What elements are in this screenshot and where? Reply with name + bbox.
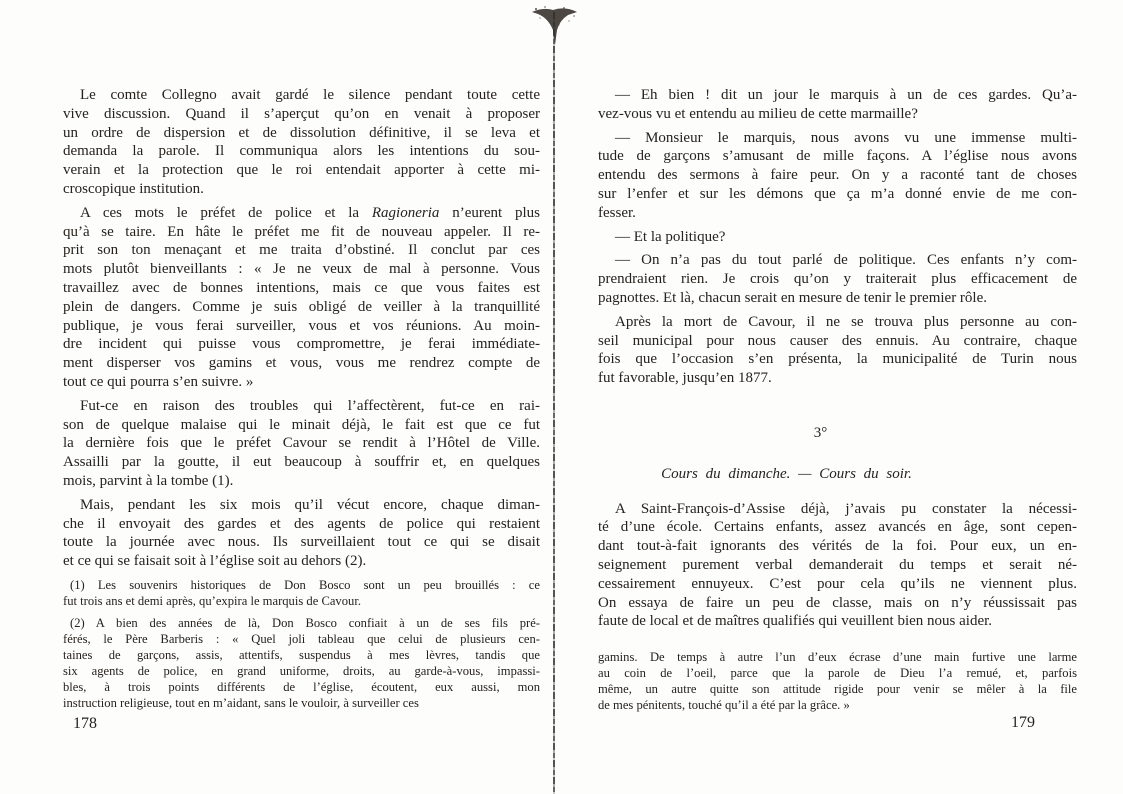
text-line: verain et la protection que le roi entendait apporter à cette mi- bbox=[63, 162, 540, 179]
text-line: tude de garçons s’amusant de mille façons. A l’église nous avons bbox=[598, 148, 1077, 165]
text-line: prit son ton menaçant et me traita d’obstiné. Il conclut par ces bbox=[63, 242, 540, 259]
text-line: seignement purement verbal demanderait du temps et serait né- bbox=[598, 556, 1077, 573]
text-line: cessairement ennuyeux. C’est pour cela qu’ils ne viennent plus. bbox=[598, 575, 1077, 592]
text-line: (1) Les souvenirs historiques de Don Bosco sont un peu brouillés : ce bbox=[70, 577, 540, 592]
text-line: pagnottes. Et là, chacun serait en mesure de tenir le premier rôle. bbox=[598, 289, 988, 306]
footnote bbox=[63, 615, 540, 711]
page-number-left: 178 bbox=[73, 715, 97, 732]
text-line: gamins. De temps à autre l’un d’eux écrase d’une main furtive une larme bbox=[598, 650, 1077, 665]
text-line: faute de local et de maîtres qualifiés qui veuillent bien nous aider. bbox=[598, 613, 993, 630]
text-line: toute la journée avec nous. Ils surveillaient tout ce qui se disait bbox=[63, 534, 540, 551]
paragraph bbox=[598, 251, 1077, 307]
ink-smudge bbox=[531, 4, 579, 50]
text-line: demanda la parole. Il communiqua alors les intentions du sou- bbox=[63, 143, 540, 160]
text-line: qu’à se taire. En hâte le préfet me fit de nouveau appeler. Il re- bbox=[63, 223, 540, 240]
text-line: A Saint-François-d’Assise déjà, j’avais pu constater la nécessi- bbox=[615, 500, 1077, 517]
paragraph bbox=[63, 204, 540, 392]
text-line: Fut-ce en raison des troubles qui l’affectèrent, fut-ce en rai- bbox=[80, 397, 540, 414]
paragraph bbox=[598, 86, 1077, 124]
text-line: che il envoyait des gardes et des agents de police qui restaient bbox=[63, 515, 540, 532]
gutter-line bbox=[553, 12, 555, 794]
text-line: de mes pénitents, touché qu’il a été par la grâce. » bbox=[598, 698, 850, 713]
text-line: au coin de l’oeil, parce que la parole de Dieu l’a remué, et, parfois bbox=[598, 666, 1077, 681]
text-line: vive discussion. Quand il s’aperçut qu’on en venait à proposer bbox=[63, 105, 540, 122]
text-line: fesser. bbox=[598, 204, 636, 221]
footnote bbox=[63, 577, 540, 609]
text-line: ment disperser vos gamins et vous, vous me rendrez compte de bbox=[63, 355, 540, 372]
text-line: mois, parvint à la tombe (1). bbox=[63, 472, 234, 489]
text-line: — Monsieur le marquis, nous avons vu une immense multi- bbox=[615, 129, 1077, 146]
text-line: seil municipal pour nous causer des ennuis. Au contraire, chaque bbox=[598, 332, 1077, 349]
text-line: Assailli par la goutte, il eut beaucoup à souffrir et, en quelques bbox=[63, 454, 540, 471]
text-line: plein de dangers. Comme je suis obligé de veiller à la tranquillité bbox=[63, 298, 540, 315]
text-line: férés, le Père Barberis : « Quel joli tableau que celui de plusieurs cen- bbox=[63, 631, 540, 646]
text-line: — On n’a pas du tout parlé de politique. Ces enfants n’y com- bbox=[615, 252, 1077, 269]
text-line: dant tout-à-fait ignorants des vérités de la foi. Pour eux, un en- bbox=[598, 538, 1077, 555]
text-line: On essaya de faire un peu de classe, mais on n’y réussissait pas bbox=[598, 594, 1077, 611]
text-line: taines de garçons, assis, attentifs, suspendus à mes lèvres, tandis que bbox=[63, 647, 540, 662]
paragraph bbox=[63, 496, 540, 571]
paragraph bbox=[63, 397, 540, 491]
text-line: fois que l’occasion s’en présenta, la municipalité de Turin nous bbox=[598, 351, 1077, 368]
paragraph bbox=[598, 129, 1077, 223]
text-line: prendraient rien. Je crois qu’on y traiterait plus efficacement de bbox=[598, 271, 1077, 288]
text-line: — Et la politique? bbox=[615, 228, 726, 245]
paragraph bbox=[63, 86, 540, 199]
text-line: travaillez avec de bonnes intentions, mais ce que vous faites est bbox=[63, 279, 540, 296]
text-line: bles, à trois points différents de l’église, écoutent, eux aussi, mon bbox=[63, 679, 540, 694]
text-line: Mais, pendant les six mois qu’il vécut encore, chaque diman- bbox=[80, 496, 540, 513]
text-line: publique, je vous ferai surveiller, vous et vos réunions. Au moin- bbox=[63, 317, 540, 334]
text-line: la dernière fois que le préfet Cavour se rendit à l’Hôtel de Ville. bbox=[63, 435, 540, 452]
paragraph bbox=[598, 228, 1077, 247]
heading: 3° bbox=[813, 424, 828, 441]
text-line: dre incident qui puisse vous compromettre, je ferai immédiate- bbox=[63, 336, 540, 353]
text-line: entendu des sermons à faire peur. On y a raconté tant de choses bbox=[598, 167, 1077, 184]
text-line: fut trois ans et demi après, qu’expira le marquis de Cavour. bbox=[63, 593, 361, 608]
right-page-text-column bbox=[598, 86, 1077, 713]
left-page-text-column bbox=[63, 86, 540, 711]
text-line: six agents de police, en grand uniforme, droits, au garde-à-vous, impassi- bbox=[63, 663, 540, 678]
text-line: (2) A bien des années de là, Don Bosco confiait à un de ses fils pré- bbox=[70, 615, 540, 630]
text-line: té d’une école. Certains enfants, assez avancés en âge, sont cepen- bbox=[598, 519, 1077, 536]
text-line: un ordre de dispersion et de dissolution définitive, il se leva et bbox=[63, 124, 540, 141]
text-line: son de quelque malaise qui le minait déjà, le fait est que ce fut bbox=[63, 416, 540, 433]
text-line: — Eh bien ! dit un jour le marquis à un de ces gardes. Qu’a- bbox=[615, 87, 1077, 103]
text-line: sur l’enfer et sur les démons que ça m’a donné envie de me con- bbox=[598, 185, 1077, 202]
text-line: fut favorable, jusqu’en 1877. bbox=[598, 370, 772, 387]
text-line: croscopique institution. bbox=[63, 180, 204, 197]
text-line: même, un autre quitte son attitude rigide pour venir se mêler à la file bbox=[598, 682, 1077, 697]
text-line: A ces mots le préfet de police et la Ragioneria n’eurent plus bbox=[80, 204, 540, 221]
paragraph bbox=[598, 313, 1077, 388]
text-line: vez-vous vu et entendu au milieu de cette marmaille? bbox=[598, 105, 918, 122]
text-line: Après la mort de Cavour, il ne se trouva plus personne au con- bbox=[615, 313, 1077, 330]
paragraph bbox=[598, 500, 1077, 632]
subheading: Cours du dimanche. — Cours du soir. bbox=[661, 465, 912, 482]
footnote bbox=[598, 649, 1077, 713]
text-line: et ce qui se faisait soit à l’église soit au dehors (2). bbox=[63, 553, 367, 570]
text-line: instruction religieuse, tout en m’aidant, sans le vouloir, à surveiller ces bbox=[63, 695, 419, 710]
page-number-right: 179 bbox=[1011, 714, 1035, 731]
text-line: Le comte Collegno avait gardé le silence pendant toute cette bbox=[80, 87, 540, 103]
text-line: mots plutôt bienveillants : « Je ne veux de mal à personne. Vous bbox=[63, 261, 540, 278]
text-line: tout ce qui pourra s’en suivre. » bbox=[63, 373, 254, 390]
